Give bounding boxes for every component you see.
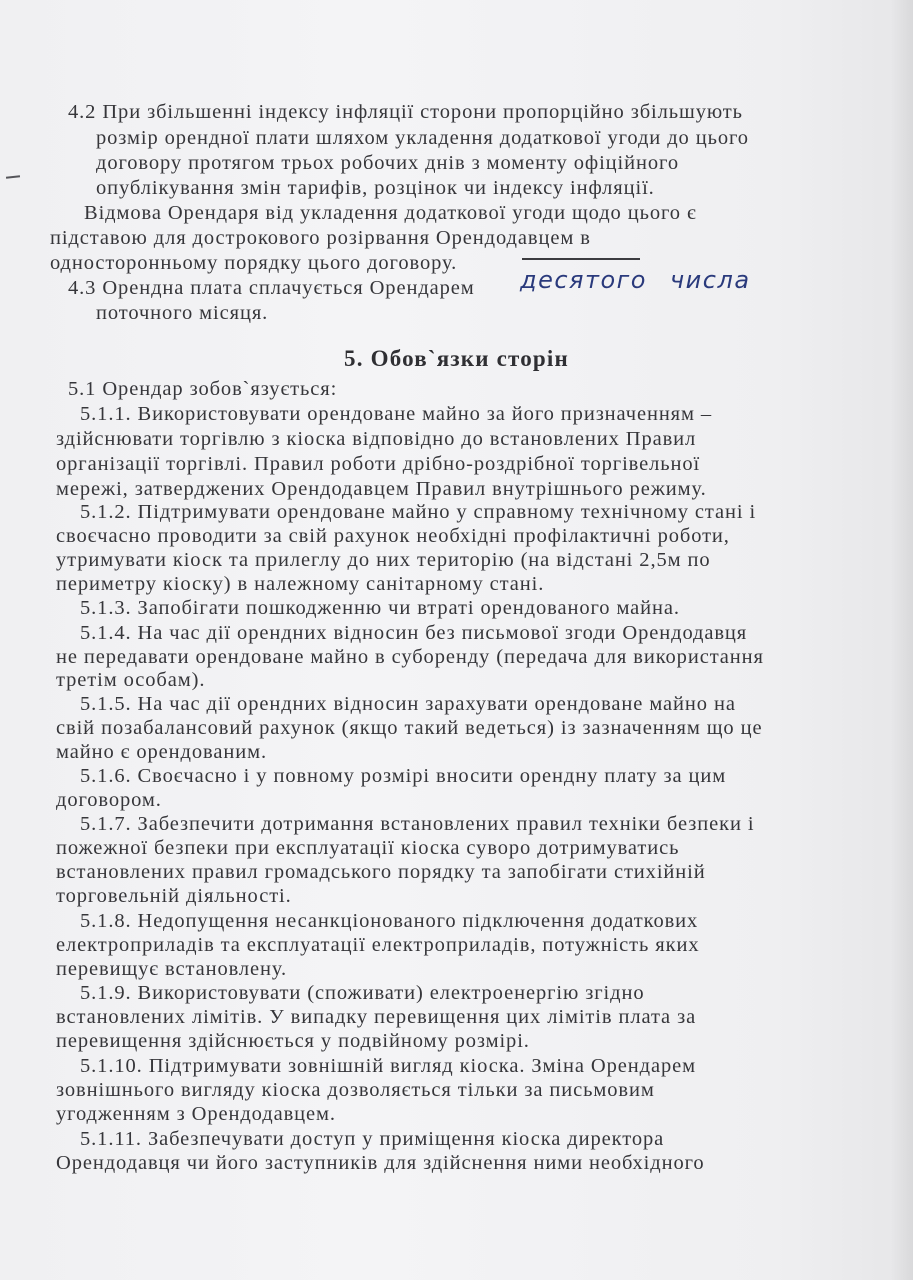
text-line: електроприладів та експлуатації електроприладів, потужність яких xyxy=(56,934,700,956)
text-line-5-1-4: 5.1.4. На час дії орендних відносин без письмової згоди Орендодавця xyxy=(80,622,748,644)
text-line: Відмова Орендаря від укладення додаткової угоди щодо цього є xyxy=(84,202,697,224)
text-line-5-1-8: 5.1.8. Недопущення несанкціонованого підключення додаткових xyxy=(80,910,699,932)
text-line-5-1-6: 5.1.6. Своєчасно і у повному розмірі вносити орендну плату за цим xyxy=(80,765,727,787)
text-line: договором. xyxy=(56,789,162,811)
text-line: організації торгівлі. Правил роботи дрібно-роздрібної торгівельної xyxy=(56,453,701,475)
text-line-5-1: 5.1 Орендар зобов`язується: xyxy=(68,378,338,400)
text-line: утримувати кіоск та прилеглу до них територію (на відстані 2,5м по xyxy=(56,549,711,571)
text-line-5-1-2: 5.1.2. Підтримувати орендоване майно у справному технічному стані і xyxy=(80,501,757,523)
text-line-5-1-7: 5.1.7. Забезпечити дотримання встановлених правил техніки безпеки і xyxy=(80,813,755,835)
handwritten-word-1: десятого xyxy=(520,266,647,294)
underline-blank xyxy=(522,258,640,260)
text-line: розмір орендної плати шляхом укладення додаткової угоди до цього xyxy=(96,127,749,149)
text-line-5-1-11: 5.1.11. Забезпечувати доступ у приміщення кіоска директора xyxy=(80,1128,665,1150)
text-line: торговельній діяльності. xyxy=(56,885,292,907)
text-line: односторонньому порядку цього договору. xyxy=(50,252,458,274)
text-line-5-1-9: 5.1.9. Використовувати (споживати) електроенергію згідно xyxy=(80,982,645,1004)
text-line: встановлених правил громадського порядку та запобігати стихійній xyxy=(56,861,706,883)
text-line: третім особам). xyxy=(56,669,206,691)
text-line: периметру кіоску) в належному санітарному стані. xyxy=(56,573,545,595)
text-line-5-1-10: 5.1.10. Підтримувати зовнішній вигляд кіоска. Зміна Орендарем xyxy=(80,1055,696,1077)
text-line: мережі, затверджених Орендодавцем Правил внутрішнього режиму. xyxy=(56,478,707,500)
text-line: майно є орендованим. xyxy=(56,741,267,763)
text-line: Орендодавця чи його заступників для здійснення ними необхідного xyxy=(56,1152,705,1174)
text-line-4-3: 4.3 Орендна плата сплачується Орендарем xyxy=(68,277,475,299)
section-heading: 5. Обов`язки сторін xyxy=(344,346,569,371)
text-line-5-1-1: 5.1.1. Використовувати орендоване майно за його призначенням – xyxy=(80,403,713,425)
text-line: підставою для дострокового розірвання Орендодавцем в xyxy=(50,227,591,249)
text-line: перевищує встановлену. xyxy=(56,958,288,980)
text-line: своєчасно проводити за свій рахунок необхідні профілактичні роботи, xyxy=(56,525,730,547)
text-line: опублікування змін тарифів, розцінок чи індексу інфляції. xyxy=(96,177,655,199)
text-line: зовнішнього вигляду кіоска дозволяється тільки за письмовим xyxy=(56,1079,655,1101)
text-line-5-1-5: 5.1.5. На час дії орендних відносин зарахувати орендоване майно на xyxy=(80,693,736,715)
text-line-5-1-3: 5.1.3. Запобігати пошкодженню чи втраті орендованого майна. xyxy=(80,597,680,619)
text-line: здійснювати торгівлю з кіоска відповідно до встановлених Правил xyxy=(56,428,697,450)
text-line: не передавати орендоване майно в суборенду (передача для використання xyxy=(56,646,764,668)
text-line: поточного місяця. xyxy=(96,302,269,324)
text-line: свій позабалансовий рахунок (якщо такий ведеться) із зазначенням що це xyxy=(56,717,763,739)
handwritten-word-2: числа xyxy=(670,266,751,294)
text-line: договору протягом трьох робочих днів з моменту офіційного xyxy=(96,152,679,174)
page-edge-shadow xyxy=(891,0,913,1280)
text-line: перевищення здійснюється у подвійному розмірі. xyxy=(56,1030,530,1052)
text-line: встановлених лімітів. У випадку перевищення цих лімітів плата за xyxy=(56,1006,697,1028)
margin-mark xyxy=(6,175,20,178)
text-line: угодженням з Орендодавцем. xyxy=(56,1103,336,1125)
text-line: пожежної безпеки при експлуатації кіоска суворо дотримуватись xyxy=(56,837,680,859)
text-line-4-2: 4.2 При збільшенні індексу інфляції сторони пропорційно збільшують xyxy=(68,101,743,123)
